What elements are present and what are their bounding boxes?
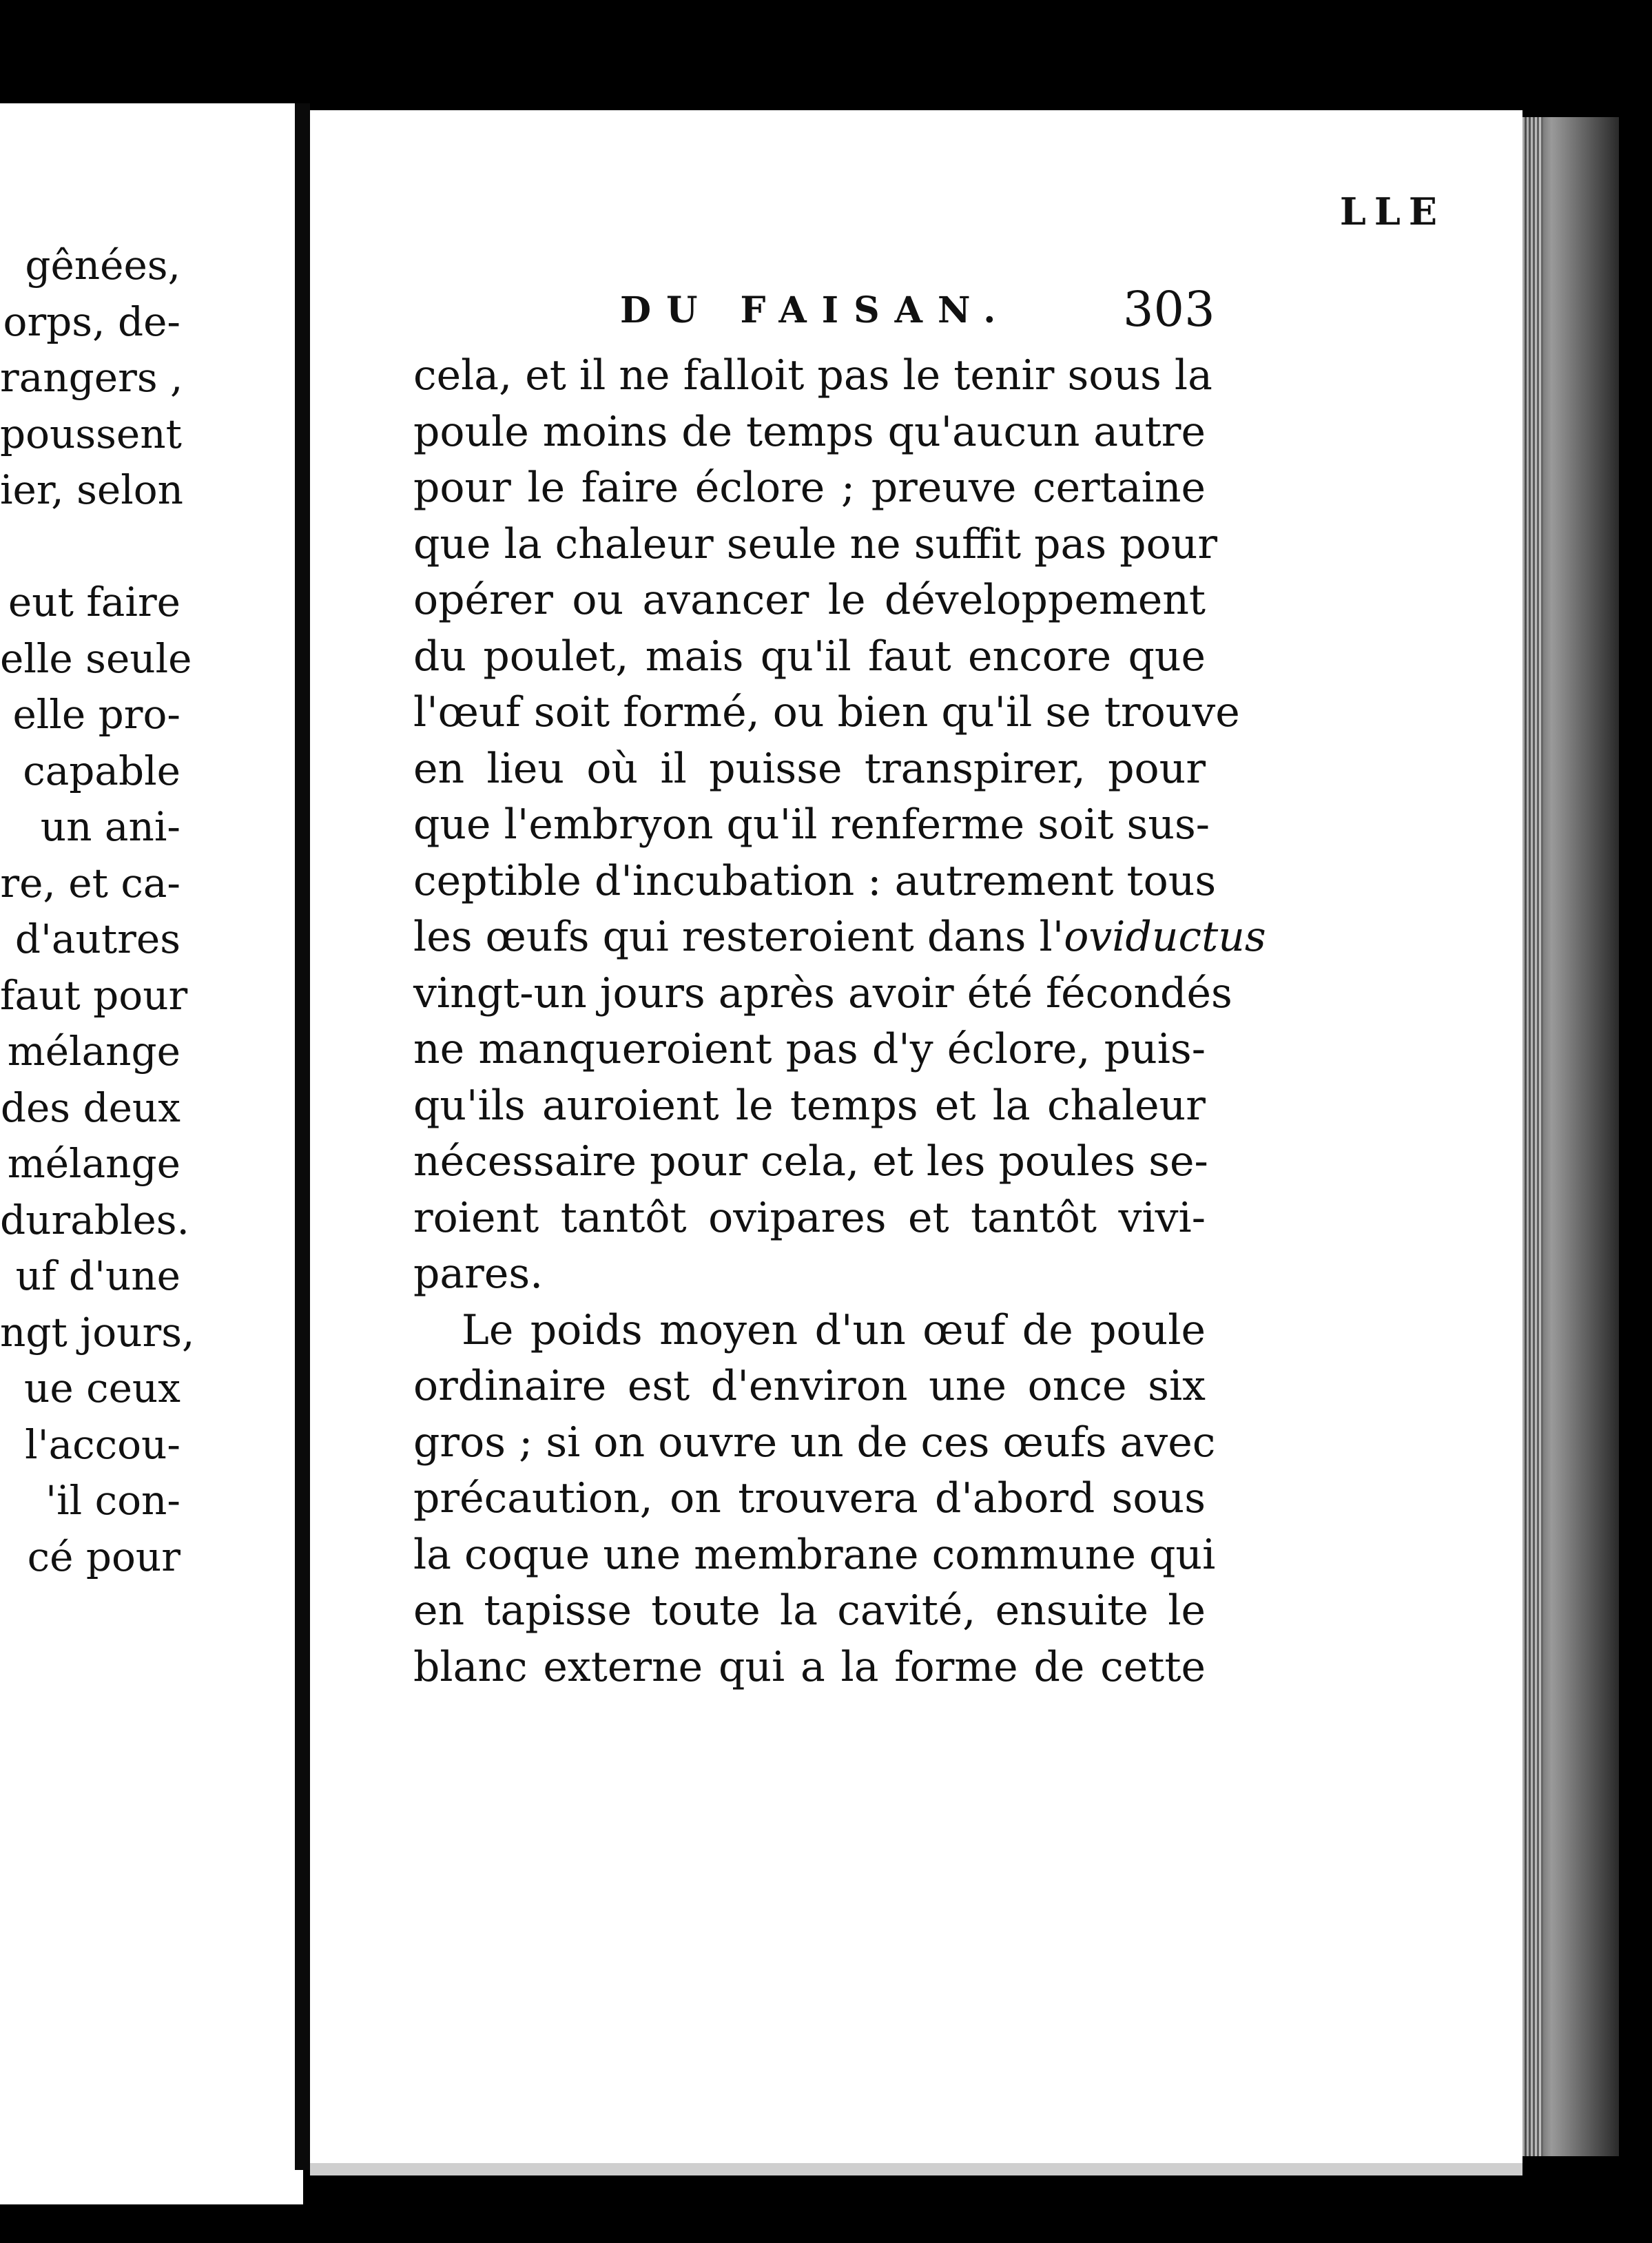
text-line: qu'ils auroient le temps et la chaleur — [413, 1081, 1206, 1130]
text-line: gros ; si on ouvre un de ces œufs avec — [413, 1418, 1216, 1467]
left-line: faut pour — [0, 971, 188, 1019]
left-line: capable — [23, 747, 180, 794]
text-line: vingt-un jours après avoir été fécondés — [413, 969, 1232, 1017]
text-line: roient tantôt ovipares et tantôt vivi- — [413, 1193, 1206, 1242]
left-line: orps, de- — [3, 298, 180, 345]
text-line: en tapisse toute la cavité, ensuite le — [413, 1586, 1206, 1635]
text-line-part: les œufs qui resteroient dans l' — [413, 913, 1064, 961]
left-line: un ani- — [40, 803, 180, 850]
left-line: elle seule — [0, 634, 192, 682]
text-line: la coque une membrane commune qui — [413, 1530, 1216, 1579]
left-line: uf d'une — [15, 1252, 180, 1299]
text-line: précaution, on trouvera d'abord sous — [413, 1474, 1206, 1522]
paragraph-start-line: Le poids moyen d'un œuf de poule — [462, 1305, 1206, 1354]
text-line: nécessaire pour cela, et les poules se- — [413, 1137, 1208, 1186]
text-line: que l'embryon qu'il renferme soit sus- — [413, 800, 1210, 849]
left-line: cé pour — [27, 1533, 180, 1580]
left-line: re, et ca- — [0, 859, 180, 907]
text-line: ne manqueroient pas d'y éclore, puis- — [413, 1025, 1206, 1073]
left-line: mélange — [7, 1028, 180, 1075]
running-head: DU FAISAN. — [620, 289, 1011, 331]
text-line: pares. — [413, 1250, 544, 1298]
left-line: l'accou- — [25, 1420, 180, 1468]
text-line: l'œuf soit formé, ou bien qu'il se trouve — [413, 688, 1240, 736]
left-line: 'il con- — [45, 1477, 180, 1524]
text-line: blanc externe qui a la forme de cette — [413, 1642, 1206, 1691]
left-line: poussent — [0, 410, 182, 457]
text-line: poule moins de temps qu'aucun autre — [413, 407, 1206, 456]
left-line: elle pro- — [12, 691, 180, 738]
left-line-blank — [0, 519, 180, 575]
text-line: en lieu où il puisse transpirer, pour — [413, 744, 1206, 793]
text-line: ceptible d'incubation : autrement tous — [413, 856, 1217, 905]
left-line: ue ceux — [24, 1365, 180, 1412]
left-line: des deux — [0, 1084, 180, 1131]
text-line: cela, et il ne falloit pas le tenir sous la — [413, 351, 1212, 400]
left-line: gênées, — [25, 242, 180, 289]
text-line: que la chaleur seule ne suffit pas pour — [413, 519, 1218, 568]
left-line: ier, selon — [0, 466, 184, 513]
left-line: rangers , — [0, 354, 183, 401]
left-line: mélange — [7, 1140, 180, 1187]
text-line: opérer ou avancer le développement — [413, 576, 1206, 624]
left-running-head: LLE — [1339, 189, 1445, 234]
book-gutter — [295, 103, 310, 2170]
left-line: durables. — [0, 1196, 189, 1243]
text-line: pour le faire éclore ; preuve certaine — [413, 464, 1206, 512]
text-line: du poulet, mais qu'il faut encore que — [413, 632, 1206, 681]
page-edges-stack — [1522, 117, 1543, 2156]
italic-term: oviductus — [1064, 913, 1266, 961]
left-line: d'autres — [14, 916, 180, 962]
text-line-with-italic — [413, 909, 1266, 966]
left-line: ngt jours, — [0, 1308, 195, 1356]
left-page-text — [0, 238, 195, 1585]
body-text — [413, 348, 1266, 1695]
page-number: 303 — [1123, 281, 1215, 338]
text-line: ordinaire est d'environ une once six — [413, 1362, 1206, 1410]
left-line: eut faire — [8, 579, 180, 626]
